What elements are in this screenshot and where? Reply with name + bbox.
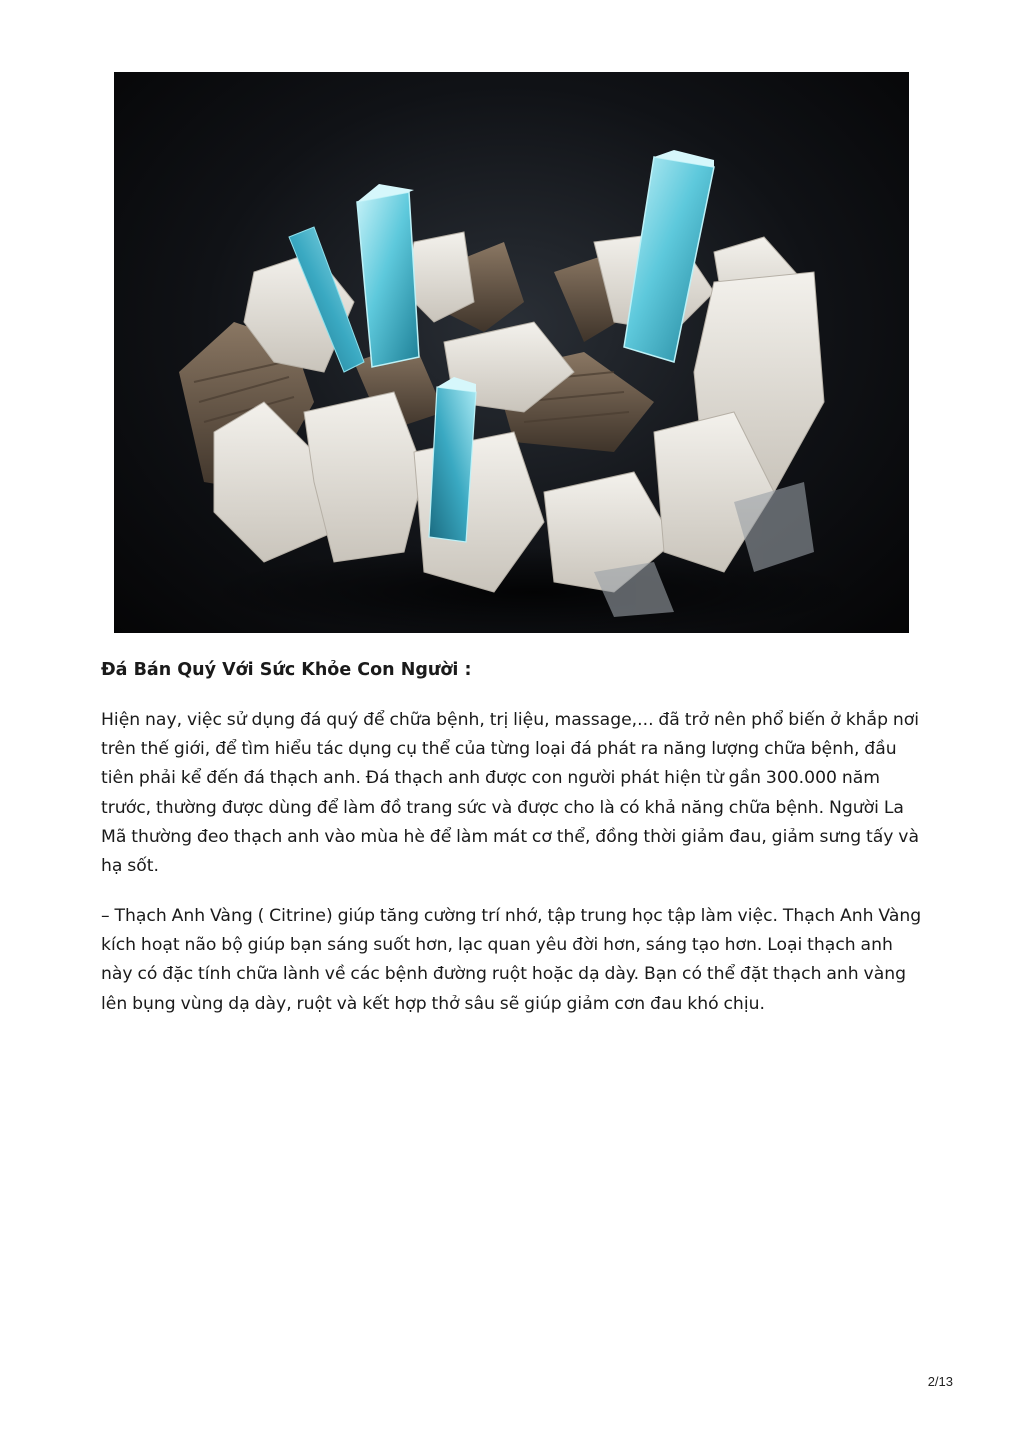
page-number: 2/13 bbox=[927, 1374, 953, 1389]
paragraph-quartz-history: Hiện nay, việc sử dụng đá quý để chữa bệnh, trị liệu, massage,... đã trở nên phổ biến ở khắp nơi trên thế giới, để tìm hiểu tác dụng cụ thể của từng loại đá phát ra năng lượng chữa bệnh, đầu tiên phải kể đến đá thạch anh. Đá thạch anh được con người phát hiện từ gần 300.000 năm trước, thường được dùng để làm đồ trang sức và được cho là có khả năng chữa bệnh. Người La Mã thường đeo thạch anh vào mùa hè để làm mát cơ thể, đồng thời giảm đau, giảm sưng tấy và hạ sốt. bbox=[101, 710, 920, 877]
crystal-specimen-illustration bbox=[114, 72, 909, 633]
paragraph-citrine: – Thạch Anh Vàng ( Citrine) giúp tăng cường trí nhớ, tập trung học tập làm việc. Thạch Anh Vàng kích hoạt não bộ giúp bạn sáng suốt hơn, lạc quan yêu đời hơn, sáng tạo hơn. Loại thạch anh này có đặc tính chữa lành về các bệnh đường ruột hoặc dạ dày. Bạn có thể đặt thạch anh vàng lên bụng vùng dạ dày, ruột và kết hợp thở sâu sẽ giúp giảm cơn đau khó chịu. bbox=[101, 906, 922, 1014]
section-heading: Đá Bán Quý Với Sức Khỏe Con Người : bbox=[101, 660, 472, 680]
mineral-crystal-photo bbox=[114, 72, 909, 633]
